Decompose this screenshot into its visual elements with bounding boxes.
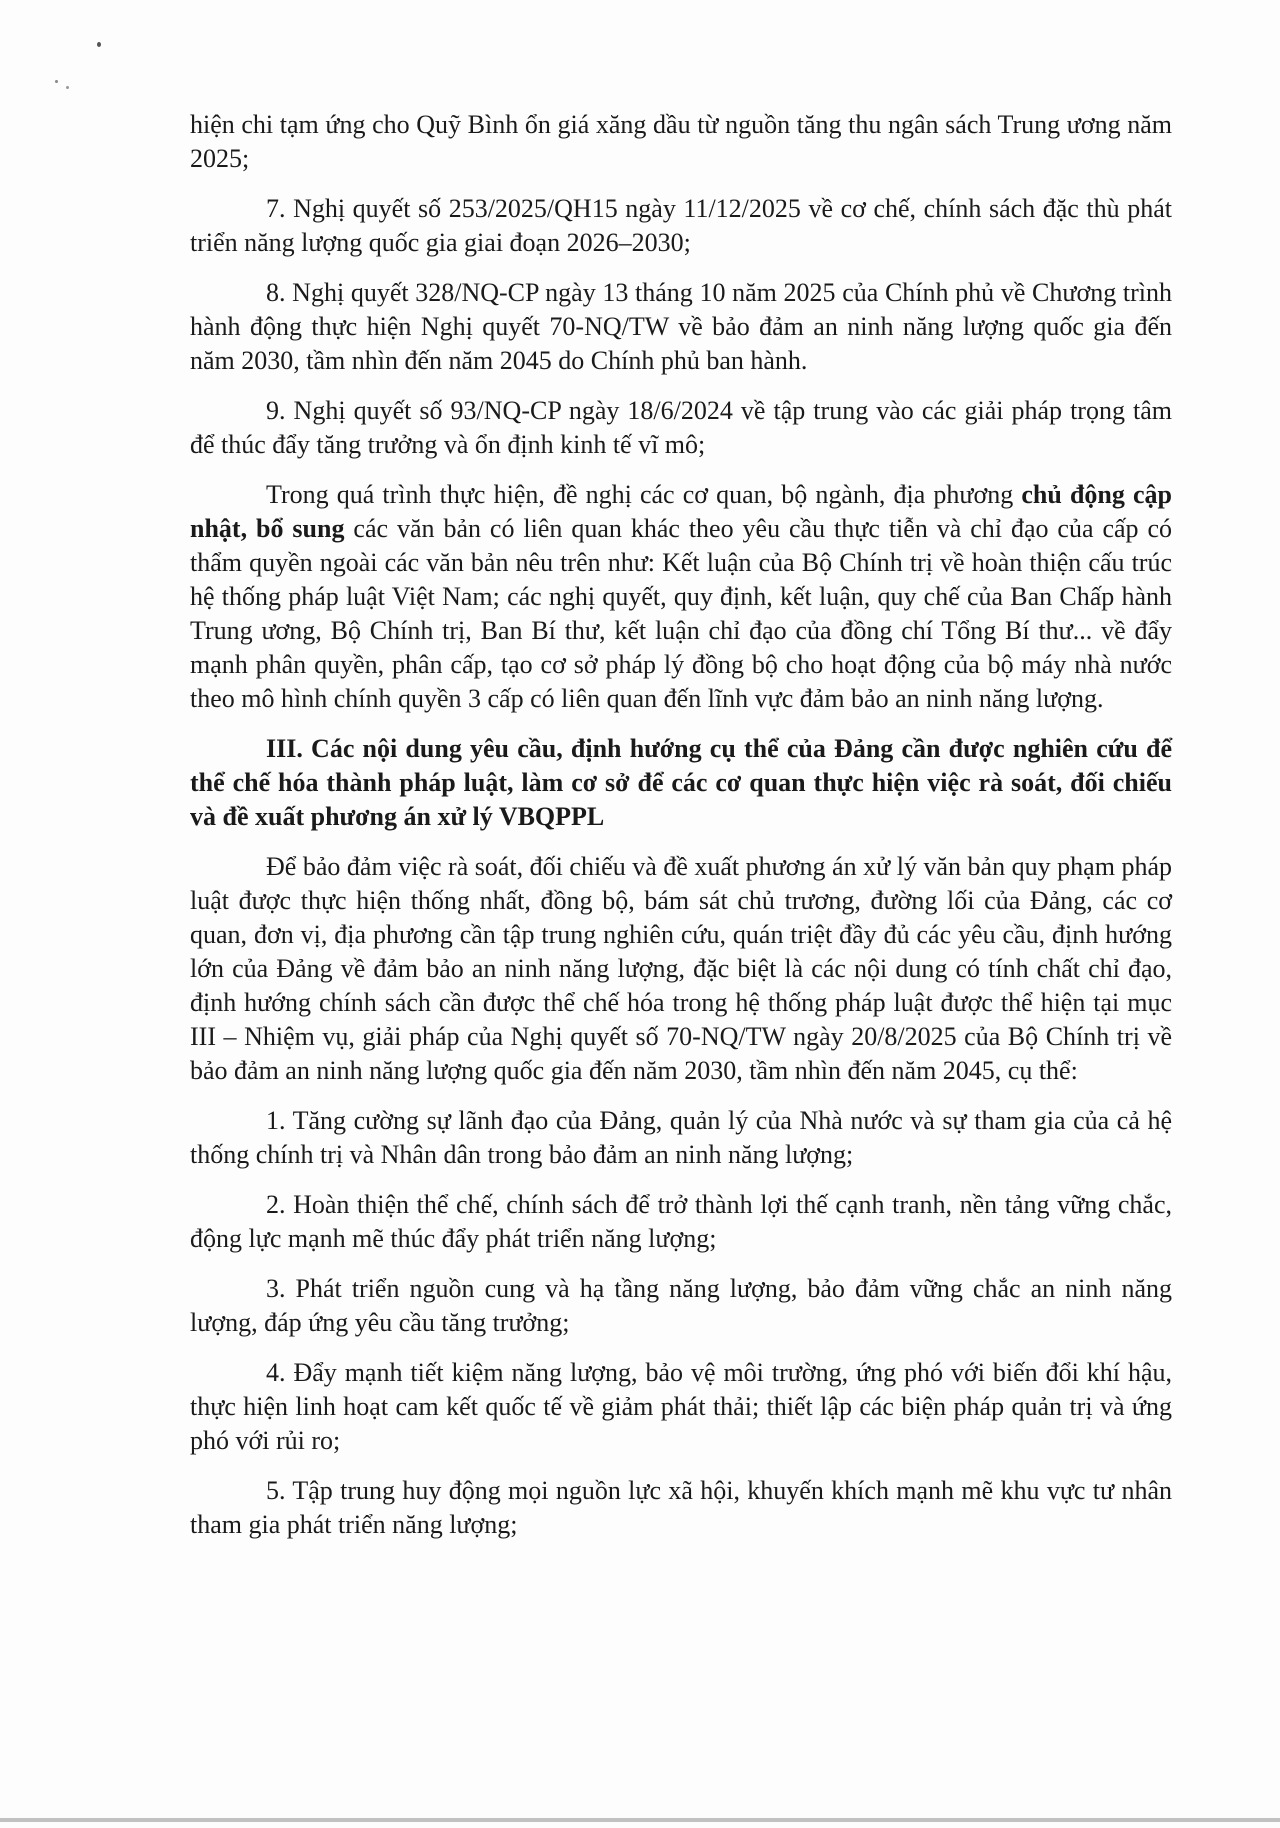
section-intro: Để bảo đảm việc rà soát, đối chiếu và đề xuất phương án xử lý văn bản quy phạm pháp luật được thực hiện thống nhất, đồng bộ, bám sát chủ trương, đường lối của Đảng, các cơ quan, đơn vị, địa phương cần tập trung nghiên cứu, quán triệt đầy đủ các yêu cầu, định hướng lớn của Đảng về đảm bảo an ninh năng lượng, đặc biệt là các nội dung có tính chất chỉ đạo, định hướng chính sách cần được thể chế hóa trong hệ thống pháp luật được thể hiện tại mục III – Nhiệm vụ, giải pháp của Nghị quyết số 70-NQ/TW ngày 20/8/2025 của Bộ Chính trị về bảo đảm an ninh năng lượng quốc gia đến năm 2030, tầm nhìn đến năm 2045, cụ thể:	[190, 852, 1172, 1085]
update-text-after: các văn bản có liên quan khác theo yêu cầu thực tiễn và chỉ đạo của cấp có thẩm quyền ngoài các văn bản nêu trên như: Kết luận của Bộ Chính trị về hoàn thiện cấu trúc hệ thống pháp luật Việt Nam; các nghị quyết, quy định, kết luận, quy chế của Ban Chấp hành Trung ương, Bộ Chính trị, Ban Bí thư, kết luận chỉ đạo của đồng chí Tổng Bí thư... về đẩy mạnh phân quyền, phân cấp, tạo cơ sở pháp lý đồng bộ cho hoạt động của bộ máy nhà nước theo mô hình chính quyền 3 cấp có liên quan đến lĩnh vực đảm bảo an ninh năng lượng.	[190, 514, 1173, 713]
scan-speck	[55, 80, 58, 83]
scan-speck	[97, 42, 101, 47]
continuation-paragraph: hiện chi tạm ứng cho Quỹ Bình ổn giá xăng dầu từ nguồn tăng thu ngân sách Trung ương năm 2025;	[190, 110, 1172, 173]
document-body	[190, 108, 1172, 1558]
list-item-7: 7. Nghị quyết số 253/2025/QH15 ngày 11/12/2025 về cơ chế, chính sách đặc thù phát triển năng lượng quốc gia giai đoạn 2026–2030;	[190, 194, 1172, 257]
section-heading: III. Các nội dung yêu cầu, định hướng cụ thể của Đảng cần được nghiên cứu để thể chế hóa thành pháp luật, làm cơ sở để các cơ quan thực hiện việc rà soát, đối chiếu và đề xuất phương án xử lý VBQPPL	[190, 734, 1172, 831]
task-item-2: 2. Hoàn thiện thể chế, chính sách để trở thành lợi thế cạnh tranh, nền tảng vững chắc, động lực mạnh mẽ thúc đẩy phát triển năng lượng;	[190, 1190, 1172, 1253]
scan-bottom-edge	[0, 1818, 1280, 1822]
update-paragraph	[190, 478, 1172, 716]
list-item-8: 8. Nghị quyết 328/NQ-CP ngày 13 tháng 10 năm 2025 của Chính phủ về Chương trình hành động thực hiện Nghị quyết 70-NQ/TW về bảo đảm an ninh năng lượng quốc gia đến năm 2030, tầm nhìn đến năm 2045 do Chính phủ ban hành.	[190, 278, 1172, 375]
scan-speck	[66, 86, 69, 89]
update-text-bold: chủ động cập nhật, bổ sung	[190, 480, 1172, 543]
list-item-9: 9. Nghị quyết số 93/NQ-CP ngày 18/6/2024 về tập trung vào các giải pháp trọng tâm để thúc đẩy tăng trưởng và ổn định kinh tế vĩ mô;	[190, 396, 1172, 459]
task-item-3: 3. Phát triển nguồn cung và hạ tầng năng lượng, bảo đảm vững chắc an ninh năng lượng, đáp ứng yêu cầu tăng trưởng;	[190, 1274, 1172, 1337]
task-item-1: 1. Tăng cường sự lãnh đạo của Đảng, quản lý của Nhà nước và sự tham gia của cả hệ thống chính trị và Nhân dân trong bảo đảm an ninh năng lượng;	[190, 1106, 1172, 1169]
task-item-5: 5. Tập trung huy động mọi nguồn lực xã hội, khuyến khích mạnh mẽ khu vực tư nhân tham gia phát triển năng lượng;	[190, 1476, 1172, 1539]
update-text-before: Trong quá trình thực hiện, đề nghị các cơ quan, bộ ngành, địa phương	[266, 480, 1022, 509]
task-item-4: 4. Đẩy mạnh tiết kiệm năng lượng, bảo vệ môi trường, ứng phó với biến đổi khí hậu, thực hiện linh hoạt cam kết quốc tế về giảm phát thải; thiết lập các biện pháp quản trị và ứng phó với rủi ro;	[190, 1358, 1172, 1455]
